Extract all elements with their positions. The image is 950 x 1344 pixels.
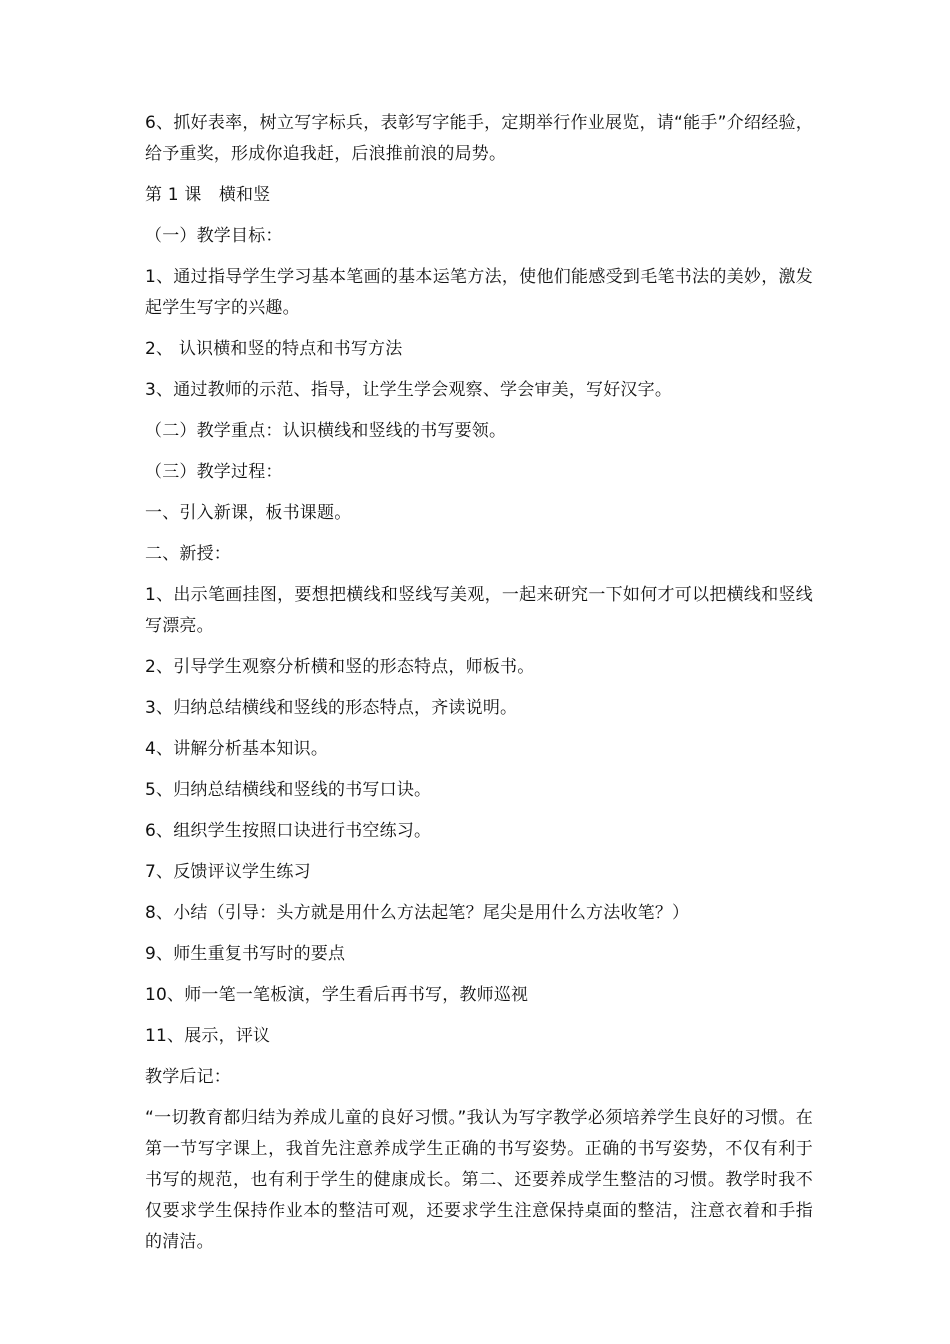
objective-item-2: 2、 认识横和竖的特点和书写方法 [145,339,403,359]
process-item-4: 4、讲解分析基本知识。 [145,739,329,759]
objective-item-1: 1、通过指导学生学习基本笔画的基本运笔方法，使他们能感受到毛笔书法的美妙，激发起学生写字的兴趣。 [145,267,813,318]
lesson-title: 第 1 课 横和竖 [145,185,271,205]
paragraph-measure-6: 6、抓好表率，树立写字标兵，表彰写字能手，定期举行作业展览，请“能手”介绍经验，给予重奖，形成你追我赶，后浪推前浪的局势。 [145,113,813,164]
section-heading-process: （三）教学过程： [145,462,283,482]
process-step-introduction: 一、引入新课，板书课题。 [145,503,352,523]
section-heading-reflection: 教学后记： [145,1067,231,1087]
process-item-11: 11、展示，评议 [145,1026,271,1046]
process-item-2: 2、引导学生观察分析横和竖的形态特点，师板书。 [145,657,535,677]
process-item-5: 5、归纳总结横线和竖线的书写口诀。 [145,780,432,800]
process-step-new-lesson: 二、新授： [145,544,231,564]
objective-item-3: 3、通过教师的示范、指导，让学生学会观察、学会审美，写好汉字。 [145,380,673,400]
process-item-8: 8、小结（引导：头方就是用什么方法起笔？尾尖是用什么方法收笔？） [145,903,690,923]
section-heading-key-points: （二）教学重点：认识横线和竖线的书写要领。 [145,421,507,441]
process-item-6: 6、组织学生按照口诀进行书空练习。 [145,821,432,841]
process-item-10: 10、师一笔一笔板演，学生看后再书写，教师巡视 [145,985,529,1005]
reflection-paragraph: “一切教育都归结为养成儿童的良好习惯。”我认为写字教学必须培养学生良好的习惯。在第一节写字课上，我首先注意养成学生正确的书写姿势。正确的书写姿势，不仅有利于书写的规范，也有利于学生的健康成长。第二、还要养成学生整洁的习惯。教学时我不仅要求学生保持作业本的整洁可观，还要求学生注意保持桌面的整洁，注意衣着和手指的清洁。 [145,1108,813,1252]
process-item-1: 1、出示笔画挂图，要想把横线和竖线写美观，一起来研究一下如何才可以把横线和竖线写漂亮。 [145,585,813,636]
process-item-3: 3、归纳总结横线和竖线的形态特点，齐读说明。 [145,698,518,718]
document-body [145,108,813,1268]
process-item-7: 7、反馈评议学生练习 [145,862,311,882]
process-item-9: 9、师生重复书写时的要点 [145,944,346,964]
section-heading-objectives: （一）教学目标： [145,226,283,246]
